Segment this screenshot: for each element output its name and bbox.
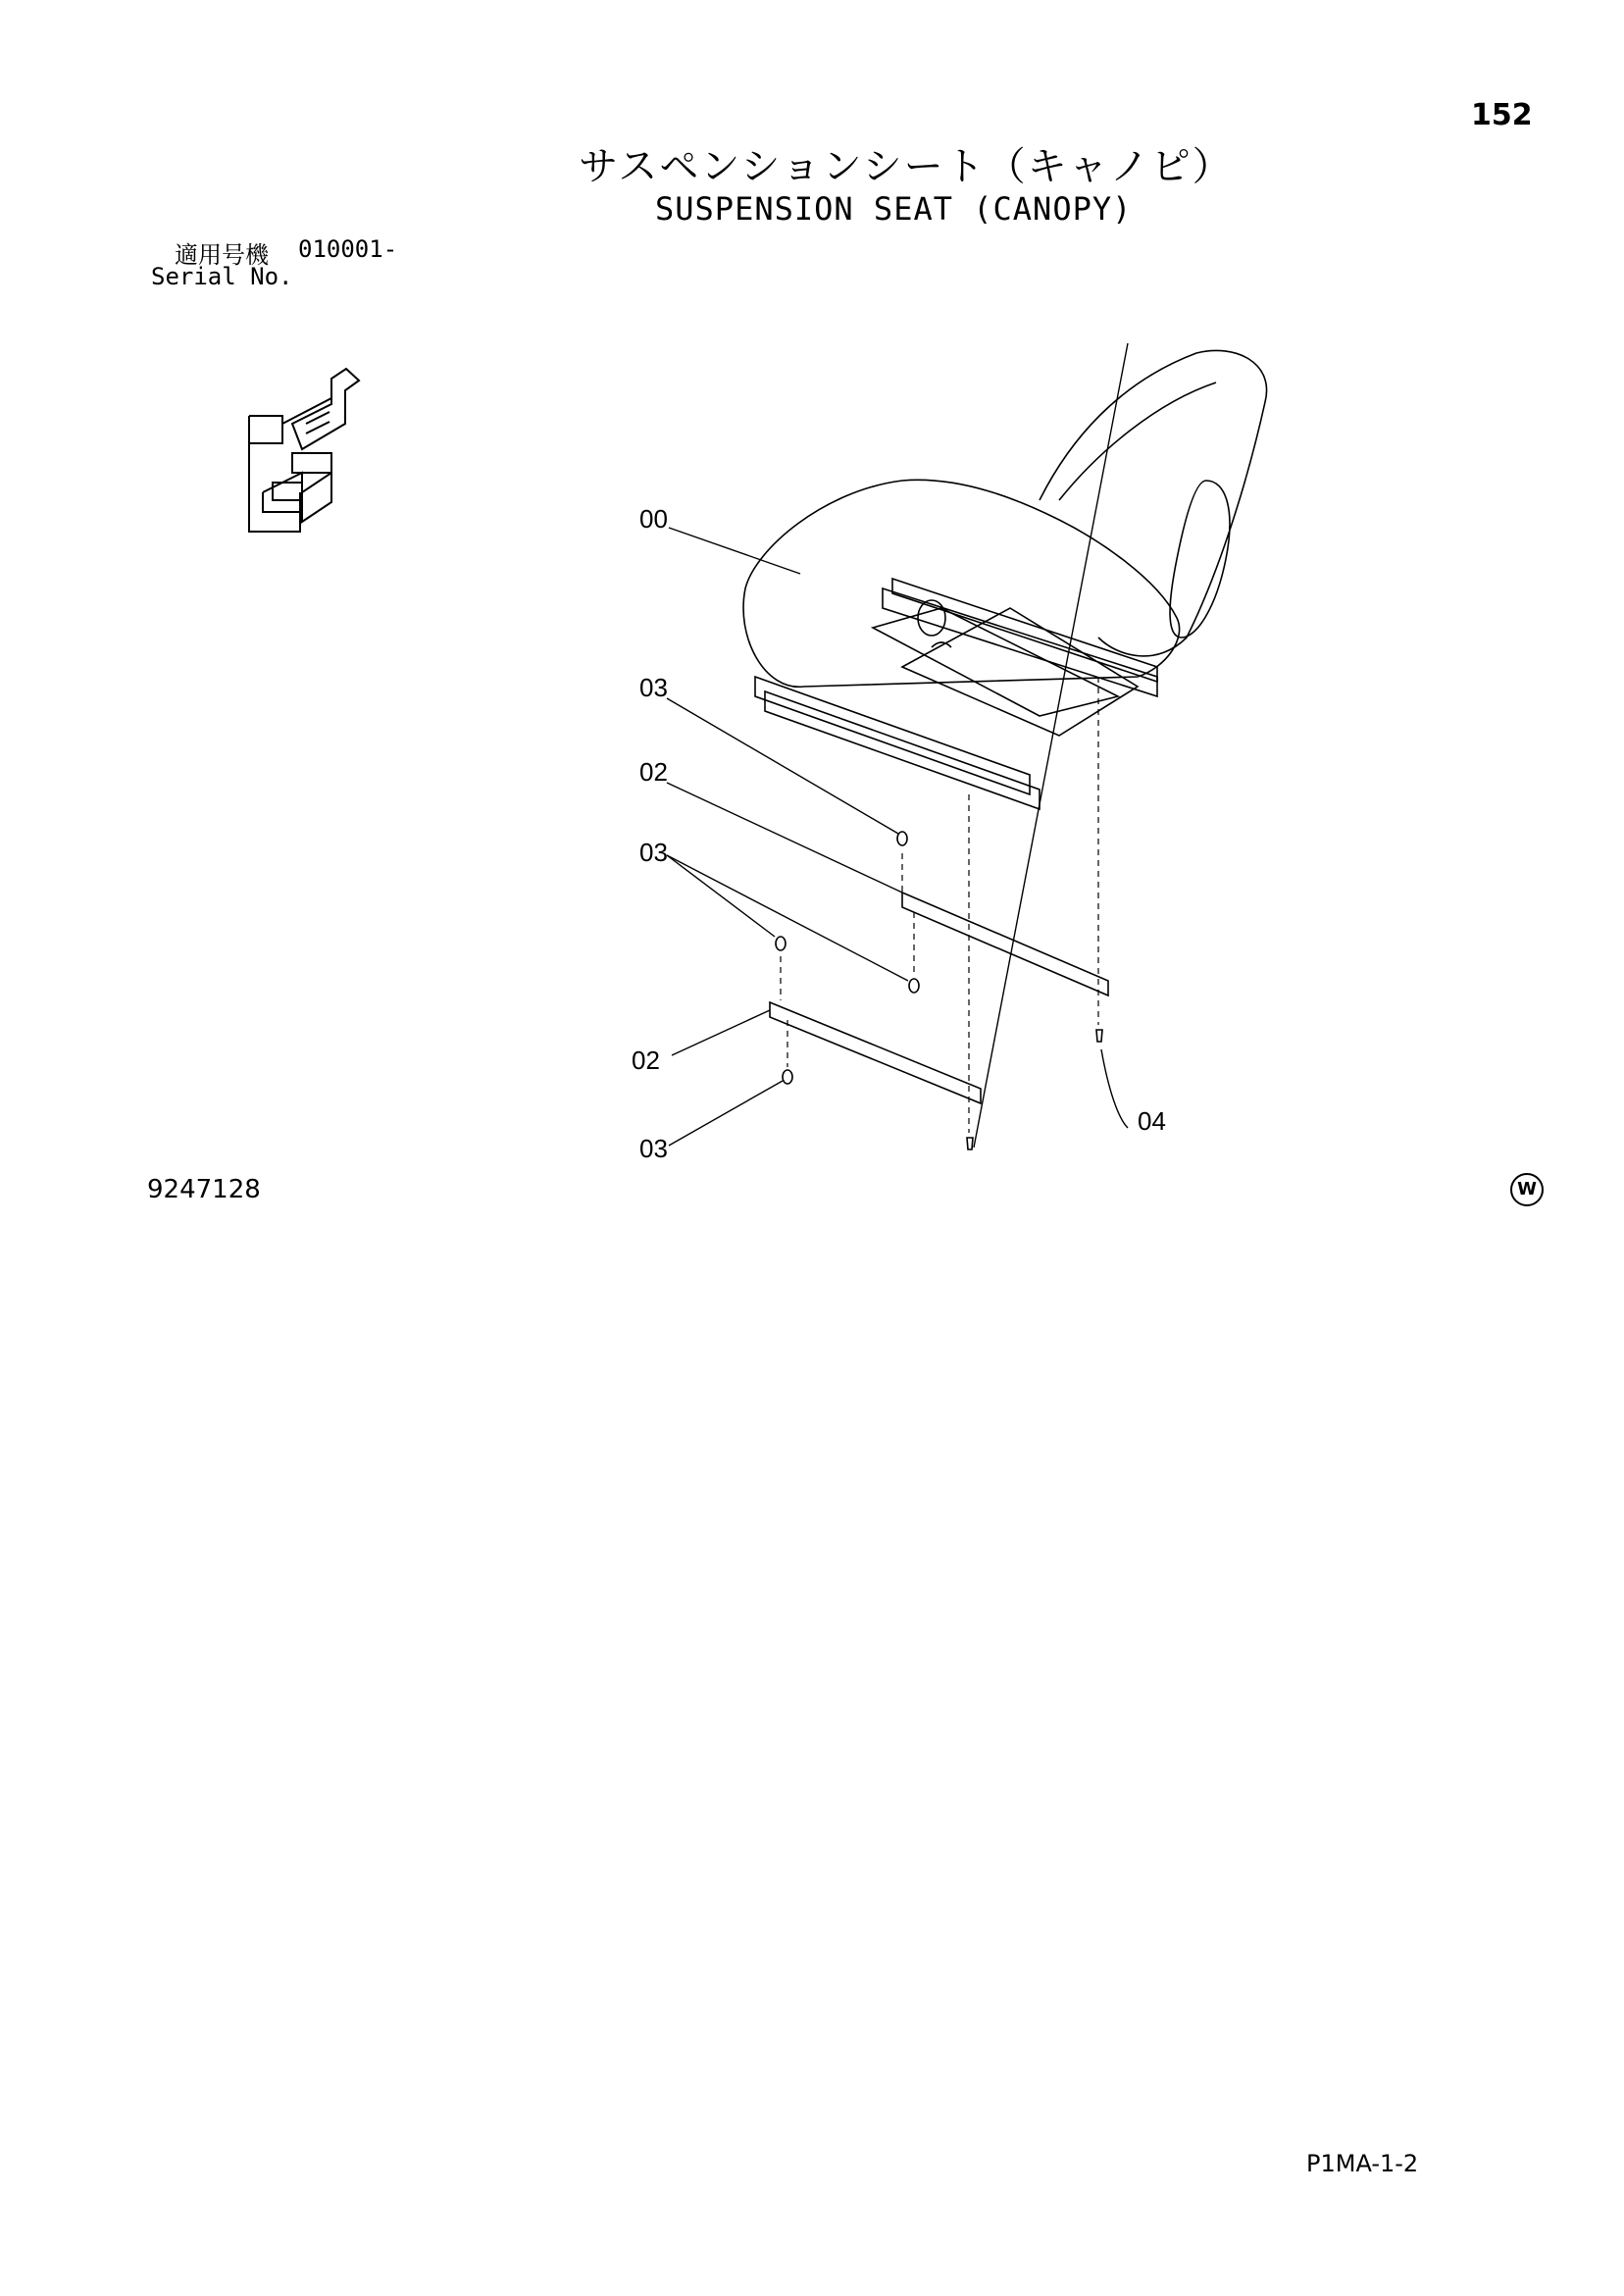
w-circle-mark: W bbox=[1510, 1173, 1544, 1206]
bracket-lower bbox=[770, 1002, 981, 1103]
seat-cushion bbox=[743, 480, 1180, 687]
seat-exploded-diagram bbox=[608, 343, 1294, 1167]
slide-rail-lower bbox=[755, 677, 1030, 794]
title-japanese: サスペンションシート（キャノピ） bbox=[579, 144, 1234, 189]
callout-03-top: 03 bbox=[639, 673, 668, 702]
footer-code: P1MA-1-2 bbox=[1306, 2150, 1419, 2177]
page-number: 152 bbox=[1471, 98, 1533, 132]
orientation-icon bbox=[243, 365, 371, 541]
callout-02-upper: 02 bbox=[639, 757, 668, 787]
callout-03-mid: 03 bbox=[639, 838, 668, 867]
callout-03-bottom: 03 bbox=[639, 1134, 668, 1163]
title-english: SUSPENSION SEAT (CANOPY) bbox=[655, 190, 1133, 228]
slide-rail-upper bbox=[892, 579, 1157, 682]
drawing-number: 9247128 bbox=[147, 1175, 261, 1204]
callout-02-lower: 02 bbox=[632, 1046, 660, 1075]
serial-label-japanese: 適用号機 bbox=[175, 241, 269, 269]
serial-label-english: Serial No. bbox=[151, 263, 293, 290]
serial-value: 010001- bbox=[298, 235, 398, 263]
callout-00: 00 bbox=[639, 504, 668, 534]
seat-backrest bbox=[1040, 350, 1267, 655]
callout-04: 04 bbox=[1138, 1106, 1166, 1136]
